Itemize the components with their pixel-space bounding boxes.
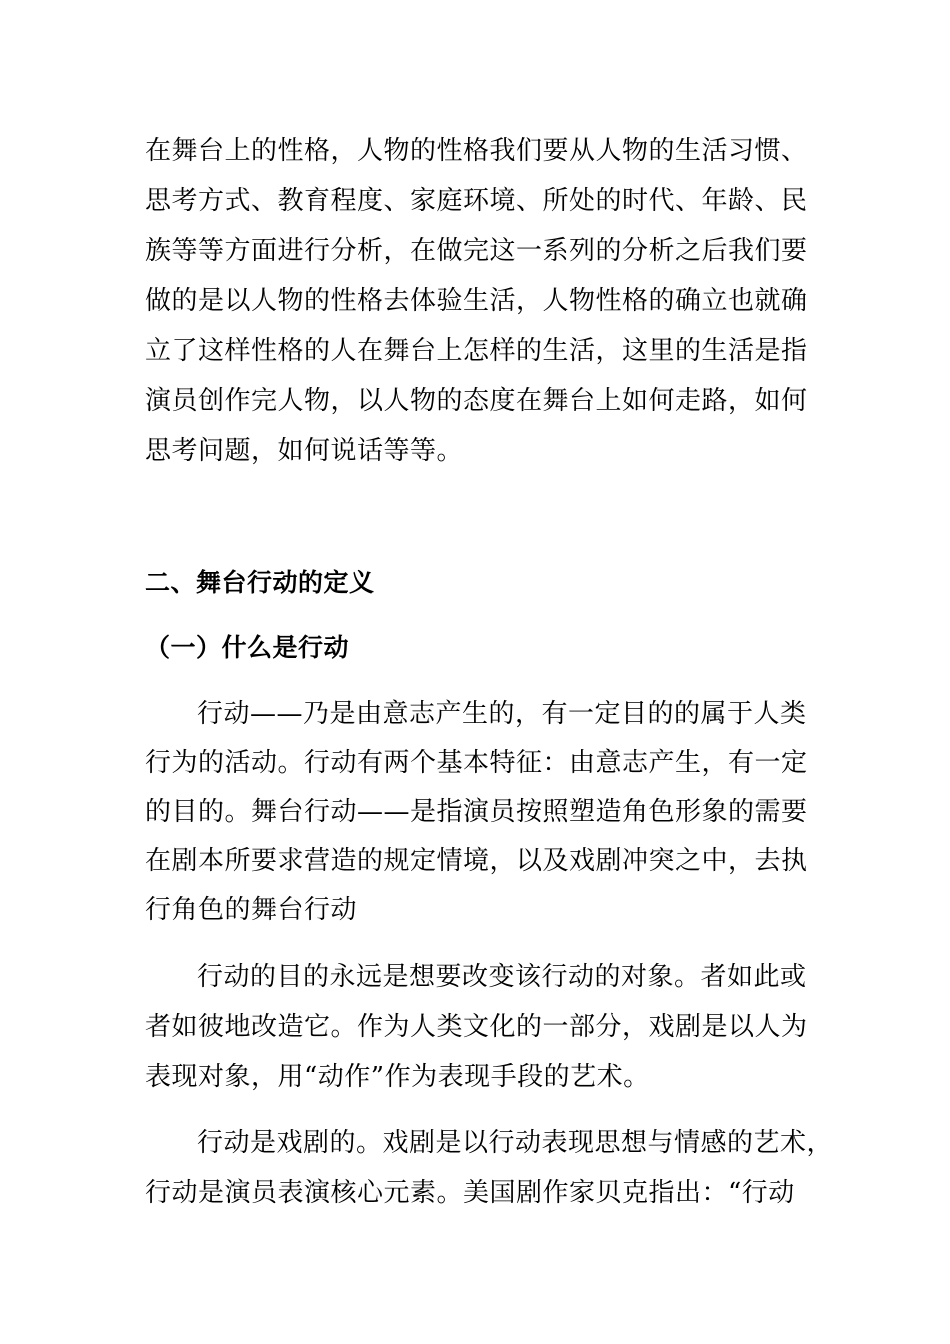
paragraph-line: 行角色的舞台行动 <box>145 895 358 925</box>
paragraph-line: 行动的目的永远是想要改变该行动的对象。者如此或 <box>197 962 807 992</box>
paragraph-line: 思考方式、教育程度、家庭环境、所处的时代、年龄、民 <box>145 186 808 216</box>
paragraph-line: 在剧本所要求营造的规定情境，以及戏剧冲突之中，去执 <box>145 846 808 876</box>
paragraph-line: 思考问题，如何说话等等。 <box>145 436 464 466</box>
paragraph-line: 在舞台上的性格，人物的性格我们要从人物的生活习惯、 <box>145 136 808 166</box>
paragraph-line: 立了这样性格的人在舞台上怎样的生活，这里的生活是指 <box>145 336 808 366</box>
subsection-heading: （一）什么是行动 <box>145 633 350 662</box>
paragraph-line: 行为的活动。行动有两个基本特征：由意志产生，有一定 <box>145 748 808 778</box>
paragraph-line: 族等等方面进行分析，在做完这一系列的分析之后我们要 <box>145 236 808 266</box>
paragraph-line: 行动——乃是由意志产生的，有一定目的的属于人类 <box>197 699 807 729</box>
paragraph-line: 演员创作完人物，以人物的态度在舞台上如何走路，如何 <box>145 386 808 416</box>
paragraph-line: 表现对象，用“动作”作为表现手段的艺术。 <box>145 1062 650 1092</box>
paragraph-line: 做的是以人物的性格去体验生活，人物性格的确立也就确 <box>145 286 808 316</box>
section-heading: 二、舞台行动的定义 <box>145 568 375 597</box>
paragraph-line: 行动是戏剧的。戏剧是以行动表现思想与情感的艺术， <box>197 1128 834 1158</box>
paragraph-line: 者如彼地改造它。作为人类文化的一部分，戏剧是以人为 <box>145 1012 808 1042</box>
paragraph-line: 行动是演员表演核心元素。美国剧作家贝克指出：“行动 <box>145 1178 795 1208</box>
paragraph-line: 的目的。舞台行动——是指演员按照塑造角色形象的需要 <box>145 797 808 827</box>
